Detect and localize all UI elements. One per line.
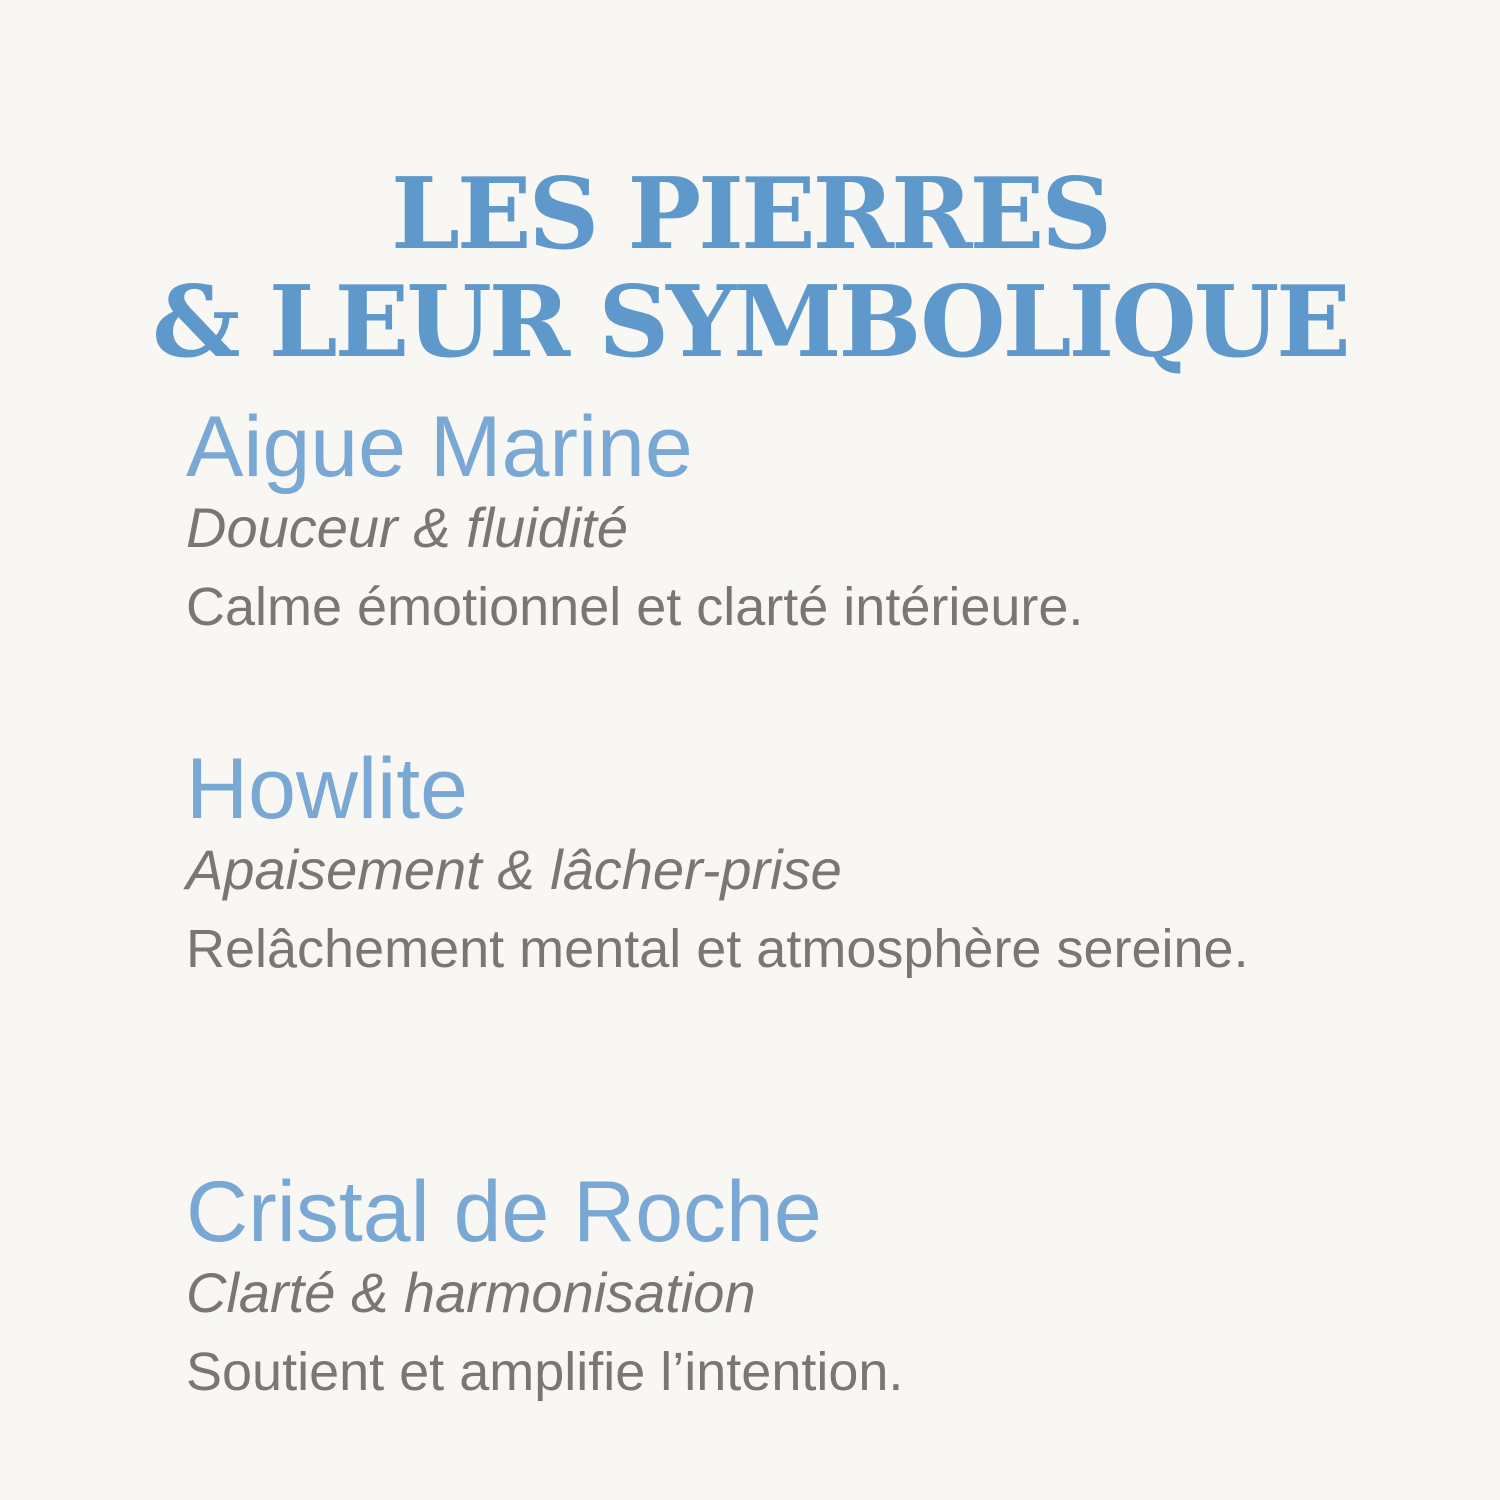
stone-section-howlite — [186, 741, 1386, 991]
stone-subtitle: Douceur & fluidité — [186, 496, 629, 559]
title-line-1: LES PIERRES — [390, 156, 1110, 272]
stone-name: Howlite — [186, 741, 468, 837]
stone-description: Calme émotionnel et clarté intérieure. — [186, 577, 1084, 637]
page-title — [0, 156, 1500, 380]
stone-name: Aigue Marine — [186, 399, 693, 495]
title-line-2: & LEUR SYMBOLIQUE — [152, 264, 1348, 380]
stone-section-aigue-marine — [186, 399, 1386, 649]
stone-name: Cristal de Roche — [186, 1164, 822, 1260]
stone-description: Relâchement mental et atmosphère sereine. — [186, 919, 1249, 979]
stone-description: Soutient et amplifie l’intention. — [186, 1342, 904, 1402]
stone-subtitle: Apaisement & lâcher-prise — [186, 838, 842, 901]
stone-subtitle: Clarté & harmonisation — [186, 1261, 756, 1324]
stone-section-cristal-de-roche — [186, 1164, 1386, 1414]
